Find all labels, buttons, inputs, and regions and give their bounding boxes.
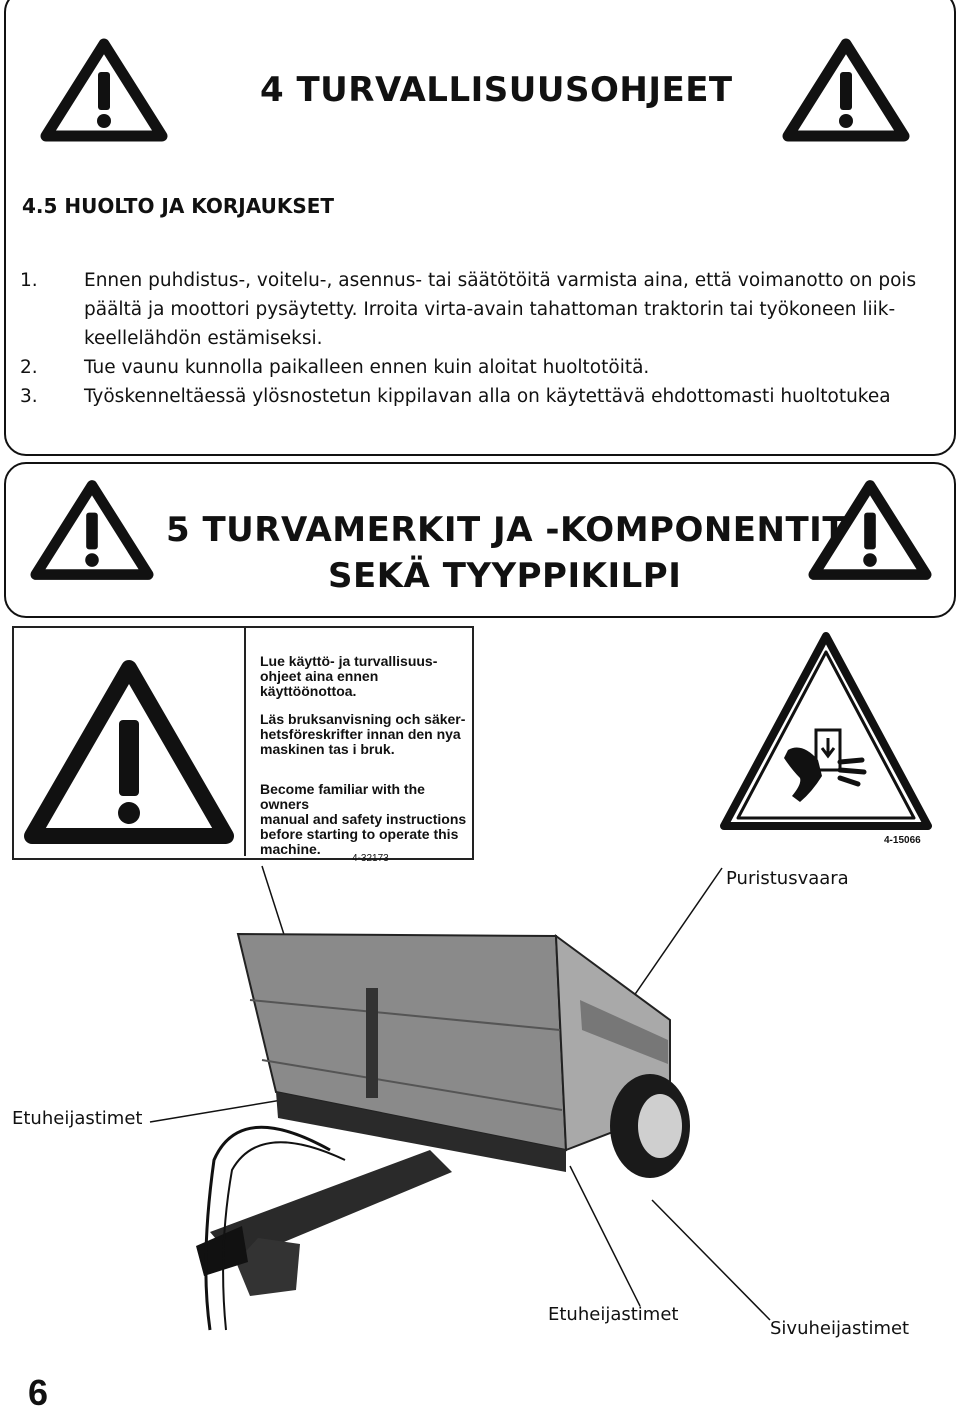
sticker-line: hetsföreskrifter innan den nya bbox=[260, 726, 461, 742]
sticker-line: Become familiar with the owners bbox=[260, 781, 425, 812]
list-item-line: Työskenneltäessä ylösnostetun kippilavan alla on käytettävä ehdottomasti huoltotukea bbox=[84, 386, 891, 407]
sticker-divider bbox=[244, 628, 246, 856]
sticker-text-fi bbox=[260, 654, 470, 699]
list-item-number: 2. bbox=[20, 357, 38, 378]
section5-title-line2: SEKÄ TYYPPIKILPI bbox=[328, 556, 682, 596]
crush-sign-code: 4-15066 bbox=[884, 835, 921, 846]
section-subtitle: 4.5 HUOLTO JA KORJAUKSET bbox=[22, 194, 335, 218]
page-number: 6 bbox=[28, 1372, 49, 1413]
sticker-line: maskinen tas i bruk. bbox=[260, 741, 395, 757]
section5-title-line1: 5 TURVAMERKIT JA -KOMPONENTIT bbox=[166, 510, 847, 550]
list-item-number: 1. bbox=[20, 270, 38, 291]
trailer-illustration bbox=[0, 840, 960, 1360]
label-etuheijastimet-left: Etuheijastimet bbox=[12, 1108, 143, 1129]
sticker-line: Läs bruksanvisning och säker- bbox=[260, 711, 466, 727]
label-puristusvaara: Puristusvaara bbox=[726, 868, 849, 889]
crush-hazard-icon bbox=[716, 630, 936, 840]
list-item-line: Tue vaunu kunnolla paikalleen ennen kuin aloitat huoltotöitä. bbox=[84, 357, 650, 378]
sticker-text-sv bbox=[260, 712, 470, 757]
section4-title: 4 TURVALLISUUSOHJEET bbox=[260, 70, 733, 110]
warning-triangle-icon bbox=[808, 478, 932, 582]
warning-triangle-icon bbox=[30, 478, 154, 582]
warning-triangle-icon bbox=[40, 38, 168, 142]
list-item-line: keellelähdön estämiseksi. bbox=[84, 328, 323, 349]
sticker-line: ohjeet aina ennen käyttöönottoa. bbox=[260, 668, 379, 699]
list-item-number: 3. bbox=[20, 386, 38, 407]
label-etuheijastimet-bottom: Etuheijastimet bbox=[548, 1304, 679, 1325]
list-item-line: Ennen puhdistus-, voitelu-, asennus- tai säätötöitä varmista aina, että voimanotto on pois bbox=[84, 270, 917, 291]
sticker-line: Lue käyttö- ja turvallisuus- bbox=[260, 653, 438, 669]
read-manual-sticker bbox=[12, 626, 474, 860]
sticker-code: 4-32173 bbox=[352, 853, 389, 864]
sticker-line: manual and safety instructions bbox=[260, 811, 467, 827]
warning-triangle-icon bbox=[782, 38, 910, 142]
sticker-line: machine. bbox=[260, 841, 321, 857]
list-item-line: päältä ja moottori pysäytetty. Irroita virta-avain tahattoman traktorin tai työkoneen liik- bbox=[84, 299, 896, 320]
warning-triangle-icon bbox=[22, 658, 236, 848]
label-sivuheijastimet: Sivuheijastimet bbox=[770, 1318, 910, 1339]
sticker-line: before starting to operate this bbox=[260, 826, 459, 842]
